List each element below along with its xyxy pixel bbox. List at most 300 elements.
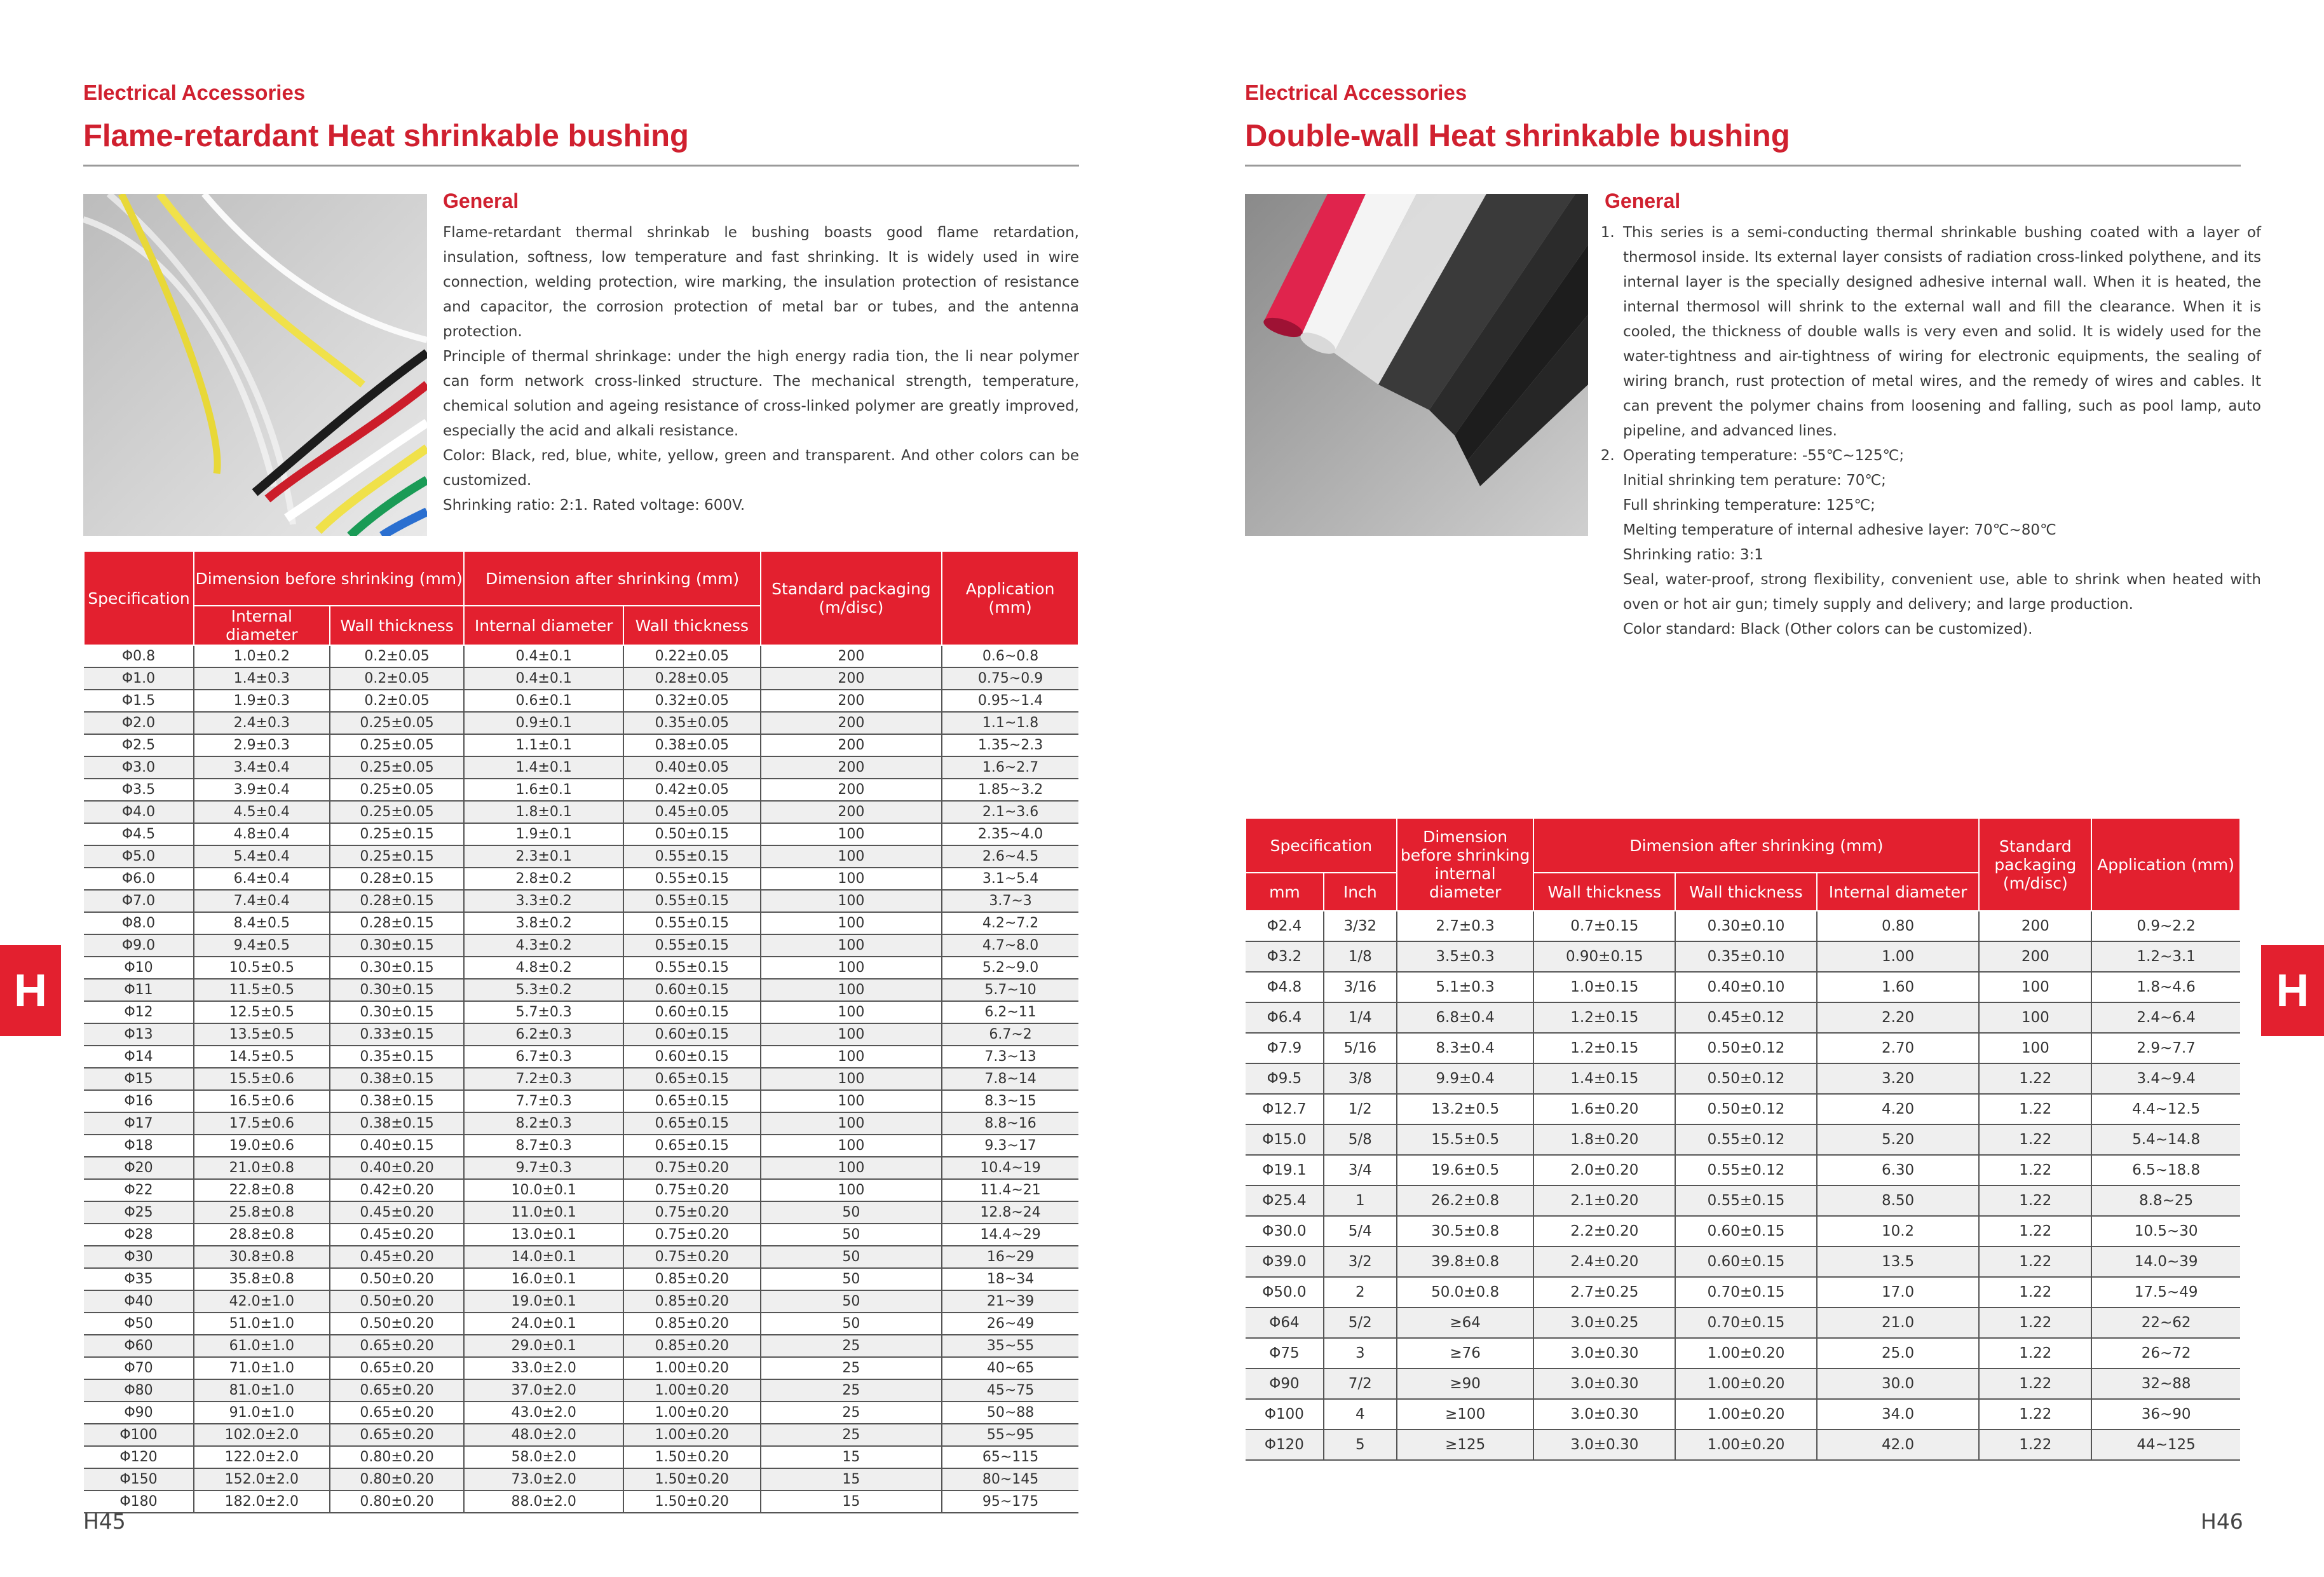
left-product-photo — [83, 194, 427, 536]
table-cell: 2.3±0.1 — [464, 845, 623, 868]
table-cell: 100 — [761, 1023, 942, 1046]
table-row — [84, 756, 1078, 779]
table-cell: 30.8±0.8 — [194, 1246, 330, 1268]
table-cell: 0.65±0.20 — [330, 1379, 465, 1402]
table-cell: 3/32 — [1324, 911, 1397, 941]
table-cell: 39.8±0.8 — [1397, 1246, 1534, 1277]
table-cell: Φ100 — [1246, 1399, 1324, 1430]
table-row — [1246, 1369, 2240, 1399]
table-cell: 182.0±2.0 — [194, 1491, 330, 1513]
table-cell: Φ6.0 — [84, 868, 194, 890]
table-row — [84, 1402, 1078, 1424]
table-cell: 100 — [1979, 972, 2091, 1002]
table-cell: 0.55±0.12 — [1675, 1155, 1817, 1185]
table-cell: 1.00±0.20 — [623, 1424, 761, 1446]
right-item1-text: 1. This series is a semi-conducting thermal shrinkable bushing coated with a layer of thermosol inside. Its external layer consists of radiation cross-linked polythene, and its internal layer is the specially designed adhesive internal wall. When it is heated, the internal thermosol will shrink to the external wall and fill the clearance. When it is cooled, the thickness of double walls is very even and solid. It is widely used for the water-tightness and air-tightness of wiring for electronic equipments, the sealing of wiring branch, rust protection of metal wires, and the remedy of wires and cables. It can prevent the polymer chains from loosening and falling, such as pool lamp, auto pipeline, and advanced lines. — [1623, 224, 2261, 439]
table-cell: 5.1±0.3 — [1397, 972, 1534, 1002]
table-cell: Φ35 — [84, 1268, 194, 1290]
table-cell: Φ75 — [1246, 1338, 1324, 1369]
left-th-before: Dimension before shrinking (mm) — [194, 551, 464, 606]
left-th-packaging: Standard packaging (m/disc) — [761, 551, 942, 645]
table-cell: 200 — [761, 645, 942, 667]
table-cell: 0.70±0.15 — [1675, 1277, 1817, 1307]
table-cell: 6.8±0.4 — [1397, 1002, 1534, 1033]
table-cell: 16.5±0.6 — [194, 1090, 330, 1112]
table-row — [84, 801, 1078, 823]
right-th-wall-thickness-b: Wall thickness — [1675, 873, 1817, 911]
table-cell: 1.2~3.1 — [2091, 941, 2240, 972]
table-cell: Φ8.0 — [84, 912, 194, 934]
table-cell: 0.40±0.20 — [330, 1157, 465, 1179]
table-cell: 0.80 — [1817, 911, 1980, 941]
right-list-item-2 — [1619, 444, 2261, 642]
table-cell: 0.33±0.15 — [330, 1023, 465, 1046]
table-cell: 3.8±0.2 — [464, 912, 623, 934]
table-cell: Φ90 — [84, 1402, 194, 1424]
table-cell: 0.50±0.20 — [330, 1290, 465, 1313]
table-cell: 3.4~9.4 — [2091, 1063, 2240, 1094]
table-cell: 25.0 — [1817, 1338, 1980, 1369]
table-cell: Φ80 — [84, 1379, 194, 1402]
left-th-wall-thickness-after: Wall thickness — [623, 606, 761, 645]
table-cell: 0.32±0.05 — [623, 690, 761, 712]
table-cell: Φ3.2 — [1246, 941, 1324, 972]
table-cell: Φ50.0 — [1246, 1277, 1324, 1307]
table-cell: 1.8±0.1 — [464, 801, 623, 823]
table-cell: Φ12.7 — [1246, 1094, 1324, 1124]
table-cell: Φ25.4 — [1246, 1185, 1324, 1216]
table-cell: 1.22 — [1979, 1277, 2091, 1307]
table-cell: 1/8 — [1324, 941, 1397, 972]
table-cell: 32~88 — [2091, 1369, 2240, 1399]
table-cell: 1.2±0.15 — [1533, 1002, 1675, 1033]
table-cell: 1.22 — [1979, 1399, 2091, 1430]
table-cell: 2.0±0.20 — [1533, 1155, 1675, 1185]
table-cell: 0.30±0.15 — [330, 957, 465, 979]
table-cell: 0.60±0.15 — [1675, 1246, 1817, 1277]
table-cell: Φ28 — [84, 1224, 194, 1246]
right-item2-line: 2. Operating temperature: -55℃~125℃; — [1623, 447, 1905, 464]
table-cell: 13.5±0.5 — [194, 1023, 330, 1046]
table-cell: 0.25±0.15 — [330, 823, 465, 845]
table-row — [84, 1357, 1078, 1379]
table-cell: 22.8±0.8 — [194, 1179, 330, 1201]
table-cell: 24.0±0.1 — [464, 1313, 623, 1335]
right-item2-line: Initial shrinking tem perature: 70℃; — [1623, 472, 1886, 489]
table-cell: 7.7±0.3 — [464, 1090, 623, 1112]
table-cell: 3.0±0.30 — [1533, 1399, 1675, 1430]
table-cell: 200 — [761, 712, 942, 734]
table-cell: 0.35±0.10 — [1675, 941, 1817, 972]
table-cell: 7.3~13 — [942, 1046, 1078, 1068]
table-cell: 15 — [761, 1446, 942, 1468]
table-cell: 2.20 — [1817, 1002, 1980, 1033]
left-section-tab: H — [0, 945, 61, 1036]
table-cell: 0.65±0.15 — [623, 1135, 761, 1157]
table-row — [1246, 1063, 2240, 1094]
table-row — [84, 1468, 1078, 1491]
table-cell: 0.60±0.15 — [623, 1001, 761, 1023]
table-cell: 36~90 — [2091, 1399, 2240, 1430]
table-row — [84, 890, 1078, 912]
table-cell: 12.8~24 — [942, 1201, 1078, 1224]
table-cell: 6.7±0.3 — [464, 1046, 623, 1068]
table-cell: 1.4±0.1 — [464, 756, 623, 779]
table-cell: 50 — [761, 1313, 942, 1335]
table-cell: 2.35~4.0 — [942, 823, 1078, 845]
table-cell: 22~62 — [2091, 1307, 2240, 1338]
table-cell: 25 — [761, 1335, 942, 1357]
table-row — [1246, 1124, 2240, 1155]
table-cell: 0.30±0.15 — [330, 1001, 465, 1023]
table-cell: 10.5~30 — [2091, 1216, 2240, 1246]
right-general-heading: General — [1605, 189, 1681, 212]
table-cell: 3/8 — [1324, 1063, 1397, 1094]
table-cell: 0.25±0.05 — [330, 779, 465, 801]
table-cell: 0.80±0.20 — [330, 1446, 465, 1468]
left-category-label: Electrical Accessories — [83, 81, 306, 104]
table-cell: 0.28±0.05 — [623, 667, 761, 690]
table-cell: 0.80±0.20 — [330, 1468, 465, 1491]
table-cell: Φ15 — [84, 1068, 194, 1090]
table-cell: Φ17 — [84, 1112, 194, 1135]
table-cell: 102.0±2.0 — [194, 1424, 330, 1446]
table-cell: 0.55±0.15 — [623, 912, 761, 934]
table-cell: 0.65±0.15 — [623, 1068, 761, 1090]
table-cell: 0.70±0.15 — [1675, 1307, 1817, 1338]
table-cell: 0.2±0.05 — [330, 690, 465, 712]
table-cell: Φ50 — [84, 1313, 194, 1335]
right-th-mm: mm — [1246, 873, 1324, 911]
table-cell: 0.60±0.15 — [623, 1046, 761, 1068]
table-cell: 43.0±2.0 — [464, 1402, 623, 1424]
table-cell: 61.0±1.0 — [194, 1335, 330, 1357]
table-cell: Φ30 — [84, 1246, 194, 1268]
table-cell: 25 — [761, 1402, 942, 1424]
table-cell: 30.5±0.8 — [1397, 1216, 1534, 1246]
table-cell: 6.7~2 — [942, 1023, 1078, 1046]
table-cell: 14.0~39 — [2091, 1246, 2240, 1277]
table-cell: 0.80±0.20 — [330, 1491, 465, 1513]
table-cell: 152.0±2.0 — [194, 1468, 330, 1491]
table-cell: 1.9±0.3 — [194, 690, 330, 712]
table-row — [84, 1268, 1078, 1290]
table-cell: 5/8 — [1324, 1124, 1397, 1155]
table-cell: 1.22 — [1979, 1185, 2091, 1216]
table-cell: 45~75 — [942, 1379, 1078, 1402]
table-cell: 8.3~15 — [942, 1090, 1078, 1112]
table-cell: 4.3±0.2 — [464, 934, 623, 957]
table-cell: 0.75~0.9 — [942, 667, 1078, 690]
table-cell: ≥90 — [1397, 1369, 1534, 1399]
table-cell: 0.25±0.15 — [330, 845, 465, 868]
table-cell: 0.35±0.15 — [330, 1046, 465, 1068]
table-cell: 1.22 — [1979, 1307, 2091, 1338]
table-row — [84, 1135, 1078, 1157]
table-cell: 0.60±0.15 — [1675, 1216, 1817, 1246]
table-cell: 0.60±0.15 — [623, 979, 761, 1001]
table-cell: 4.7~8.0 — [942, 934, 1078, 957]
table-cell: 15 — [761, 1491, 942, 1513]
table-cell: 2 — [1324, 1277, 1397, 1307]
table-cell: 11.5±0.5 — [194, 979, 330, 1001]
table-cell: 3.3±0.2 — [464, 890, 623, 912]
table-cell: 7/2 — [1324, 1369, 1397, 1399]
table-cell: Φ10 — [84, 957, 194, 979]
table-cell: 19.0±0.1 — [464, 1290, 623, 1313]
left-th-wall-thickness-before: Wall thickness — [330, 606, 465, 645]
table-cell: 200 — [761, 690, 942, 712]
table-row — [84, 1179, 1078, 1201]
table-cell: Φ20 — [84, 1157, 194, 1179]
table-cell: 15.5±0.6 — [194, 1068, 330, 1090]
double-wall-tubes-image — [1245, 194, 1588, 536]
table-cell: 0.30±0.15 — [330, 934, 465, 957]
table-cell: 5.4~14.8 — [2091, 1124, 2240, 1155]
table-cell: 13.0±0.1 — [464, 1224, 623, 1246]
table-cell: Φ22 — [84, 1179, 194, 1201]
table-cell: 0.25±0.05 — [330, 712, 465, 734]
table-cell: 100 — [761, 1046, 942, 1068]
table-row — [84, 1068, 1078, 1090]
table-cell: 100 — [761, 1001, 942, 1023]
left-paragraph: Principle of thermal shrinkage: under the high energy radia tion, the li near polymer can form network cross-linked structure. The mechanical strength, temperature, chemical solution and ageing resistance of cross-linked polymer are greatly improved, especially the acid and alkali resistance. — [443, 348, 1079, 439]
table-cell: 100 — [761, 934, 942, 957]
table-cell: 8.4±0.5 — [194, 912, 330, 934]
table-cell: 1.22 — [1979, 1369, 2091, 1399]
table-row — [1246, 941, 2240, 972]
right-th-wall-thickness-a: Wall thickness — [1533, 873, 1675, 911]
table-row — [84, 1379, 1078, 1402]
table-cell: Φ2.4 — [1246, 911, 1324, 941]
table-cell: 21.0 — [1817, 1307, 1980, 1338]
table-cell: 0.45±0.12 — [1675, 1002, 1817, 1033]
table-cell: 200 — [761, 801, 942, 823]
table-cell: 11.4~21 — [942, 1179, 1078, 1201]
table-cell: 26.2±0.8 — [1397, 1185, 1534, 1216]
table-cell: Φ120 — [1246, 1430, 1324, 1460]
table-cell: 2.8±0.2 — [464, 868, 623, 890]
right-th-before: Dimension before shrinking internal diameter — [1397, 818, 1534, 911]
table-cell: 1.6~2.7 — [942, 756, 1078, 779]
table-cell: 0.55±0.15 — [623, 934, 761, 957]
table-cell: 13.5 — [1817, 1246, 1980, 1277]
table-cell: 17.5~49 — [2091, 1277, 2240, 1307]
table-cell: 2.6~4.5 — [942, 845, 1078, 868]
table-row — [1246, 1094, 2240, 1124]
table-cell: 0.6~0.8 — [942, 645, 1078, 667]
table-cell: 7.8~14 — [942, 1068, 1078, 1090]
table-cell: 1.00±0.20 — [1675, 1369, 1817, 1399]
table-cell: 1.1±0.1 — [464, 734, 623, 756]
right-th-specification: Specification — [1246, 818, 1397, 873]
table-cell: 100 — [761, 1068, 942, 1090]
table-cell: 0.55±0.15 — [1675, 1185, 1817, 1216]
table-cell: 0.95~1.4 — [942, 690, 1078, 712]
table-cell: 2.70 — [1817, 1033, 1980, 1063]
table-cell: 0.55±0.15 — [623, 845, 761, 868]
table-cell: 1.1~1.8 — [942, 712, 1078, 734]
table-cell: 0.65±0.20 — [330, 1335, 465, 1357]
table-cell: 71.0±1.0 — [194, 1357, 330, 1379]
table-cell: 100 — [761, 890, 942, 912]
table-cell: 34.0 — [1817, 1399, 1980, 1430]
table-cell: 19.6±0.5 — [1397, 1155, 1534, 1185]
right-item2-line: Seal, water-proof, strong flexibility, convenient use, able to shrink when heated with oven or hot air gun; timely supply and delivery; and large production. — [1623, 571, 2261, 613]
right-table-body — [1246, 911, 2240, 1460]
table-cell: 100 — [761, 1157, 942, 1179]
table-row — [1246, 1216, 2240, 1246]
table-cell: Φ39.0 — [1246, 1246, 1324, 1277]
table-cell: 200 — [761, 734, 942, 756]
table-cell: 2.7±0.25 — [1533, 1277, 1675, 1307]
table-cell: 0.75±0.20 — [623, 1201, 761, 1224]
table-cell: 0.40±0.15 — [330, 1135, 465, 1157]
table-cell: 0.2±0.05 — [330, 667, 465, 690]
table-cell: 5.7~10 — [942, 979, 1078, 1001]
table-cell: Φ30.0 — [1246, 1216, 1324, 1246]
table-cell: 100 — [761, 957, 942, 979]
table-cell: 15.5±0.5 — [1397, 1124, 1534, 1155]
table-row — [84, 779, 1078, 801]
left-title-divider — [83, 165, 1079, 167]
table-cell: Φ2.0 — [84, 712, 194, 734]
table-cell: 200 — [1979, 941, 2091, 972]
table-cell: 3/2 — [1324, 1246, 1397, 1277]
table-cell: 100 — [1979, 1002, 2091, 1033]
table-cell: Φ18 — [84, 1135, 194, 1157]
table-cell: 1.60 — [1817, 972, 1980, 1002]
table-cell: 4.20 — [1817, 1094, 1980, 1124]
table-cell: 0.50±0.20 — [330, 1268, 465, 1290]
left-th-specification: Specification — [84, 551, 194, 645]
table-cell: 17.5±0.6 — [194, 1112, 330, 1135]
table-cell: 1.8±0.20 — [1533, 1124, 1675, 1155]
table-cell: 1.4±0.15 — [1533, 1063, 1675, 1094]
table-row — [1246, 1430, 2240, 1460]
table-cell: 73.0±2.0 — [464, 1468, 623, 1491]
table-cell: 0.7±0.15 — [1533, 911, 1675, 941]
table-row — [84, 712, 1078, 734]
table-cell: Φ150 — [84, 1468, 194, 1491]
table-cell: 0.85±0.20 — [623, 1335, 761, 1357]
table-row — [1246, 1033, 2240, 1063]
table-row — [84, 1446, 1078, 1468]
table-cell: 0.28±0.15 — [330, 868, 465, 890]
table-cell: 0.85±0.20 — [623, 1313, 761, 1335]
table-row — [1246, 1399, 2240, 1430]
table-cell: 0.65±0.20 — [330, 1424, 465, 1446]
right-th-packaging: Standard packaging (m/disc) — [1979, 818, 2091, 911]
table-cell: 1.6±0.20 — [1533, 1094, 1675, 1124]
table-row — [1246, 1185, 2240, 1216]
table-cell: 0.65±0.20 — [330, 1402, 465, 1424]
table-cell: 1.6±0.1 — [464, 779, 623, 801]
table-cell: 0.85±0.20 — [623, 1268, 761, 1290]
table-cell: 6.2~11 — [942, 1001, 1078, 1023]
table-cell: 17.0 — [1817, 1277, 1980, 1307]
table-cell: 50 — [761, 1224, 942, 1246]
table-cell: 3 — [1324, 1338, 1397, 1369]
table-cell: 8.50 — [1817, 1185, 1980, 1216]
table-cell: 200 — [761, 756, 942, 779]
table-row — [1246, 1246, 2240, 1277]
table-cell: Φ70 — [84, 1357, 194, 1379]
table-cell: 42.0 — [1817, 1430, 1980, 1460]
table-cell: 55~95 — [942, 1424, 1078, 1446]
table-cell: 0.65±0.15 — [623, 1112, 761, 1135]
table-row — [84, 1157, 1078, 1179]
table-cell: 2.1±0.20 — [1533, 1185, 1675, 1216]
table-cell: Φ3.0 — [84, 756, 194, 779]
left-paragraph: Shrinking ratio: 2:1. Rated voltage: 600V. — [443, 497, 745, 514]
table-cell: 0.55±0.15 — [623, 868, 761, 890]
table-cell: 5 — [1324, 1430, 1397, 1460]
table-cell: 7.4±0.4 — [194, 890, 330, 912]
right-th-internal-diameter: Internal diameter — [1817, 873, 1980, 911]
table-cell: 100 — [761, 1135, 942, 1157]
table-cell: 14.5±0.5 — [194, 1046, 330, 1068]
table-row — [1246, 1155, 2240, 1185]
table-cell: 1.22 — [1979, 1094, 2091, 1124]
table-cell: 0.45±0.20 — [330, 1246, 465, 1268]
right-section-tab: H — [2261, 945, 2324, 1036]
table-cell: 9.7±0.3 — [464, 1157, 623, 1179]
table-cell: 0.85±0.20 — [623, 1290, 761, 1313]
table-cell: 0.75±0.20 — [623, 1246, 761, 1268]
table-cell: 0.50±0.15 — [623, 823, 761, 845]
left-paragraph: Color: Black, red, blue, white, yellow, green and transparent. And other colors can be customized. — [443, 447, 1079, 489]
table-cell: 21.0±0.8 — [194, 1157, 330, 1179]
table-row — [84, 979, 1078, 1001]
right-item2-line: Full shrinking temperature: 125℃; — [1623, 497, 1875, 514]
table-cell: 8.3±0.4 — [1397, 1033, 1534, 1063]
table-cell: 26~49 — [942, 1313, 1078, 1335]
table-row — [84, 823, 1078, 845]
table-row — [84, 1491, 1078, 1513]
right-page-title: Double-wall Heat shrinkable bushing — [1245, 119, 1790, 153]
table-cell: Φ7.9 — [1246, 1033, 1324, 1063]
right-th-application: Application (mm) — [2091, 818, 2240, 911]
table-cell: 0.6±0.1 — [464, 690, 623, 712]
table-cell: 0.35±0.05 — [623, 712, 761, 734]
table-cell: Φ12 — [84, 1001, 194, 1023]
table-cell: 15 — [761, 1468, 942, 1491]
table-cell: 1.85~3.2 — [942, 779, 1078, 801]
table-cell: 1/2 — [1324, 1094, 1397, 1124]
table-cell: 8.8~25 — [2091, 1185, 2240, 1216]
table-cell: 1.00±0.20 — [623, 1402, 761, 1424]
table-cell: 0.75±0.20 — [623, 1179, 761, 1201]
table-cell: 0.40±0.10 — [1675, 972, 1817, 1002]
table-cell: 0.25±0.05 — [330, 801, 465, 823]
table-row — [84, 1201, 1078, 1224]
table-cell: Φ64 — [1246, 1307, 1324, 1338]
table-cell: 100 — [761, 823, 942, 845]
table-cell: 0.45±0.20 — [330, 1224, 465, 1246]
table-row — [84, 1313, 1078, 1335]
table-cell: 6.30 — [1817, 1155, 1980, 1185]
left-th-after: Dimension after shrinking (mm) — [464, 551, 760, 606]
table-row — [84, 1224, 1078, 1246]
table-cell: 0.42±0.20 — [330, 1179, 465, 1201]
table-cell: Φ4.0 — [84, 801, 194, 823]
table-cell: 0.65±0.15 — [623, 1090, 761, 1112]
table-cell: 0.38±0.15 — [330, 1090, 465, 1112]
table-cell: 2.9±0.3 — [194, 734, 330, 756]
right-category-label: Electrical Accessories — [1245, 81, 1467, 104]
table-cell: 9.4±0.5 — [194, 934, 330, 957]
